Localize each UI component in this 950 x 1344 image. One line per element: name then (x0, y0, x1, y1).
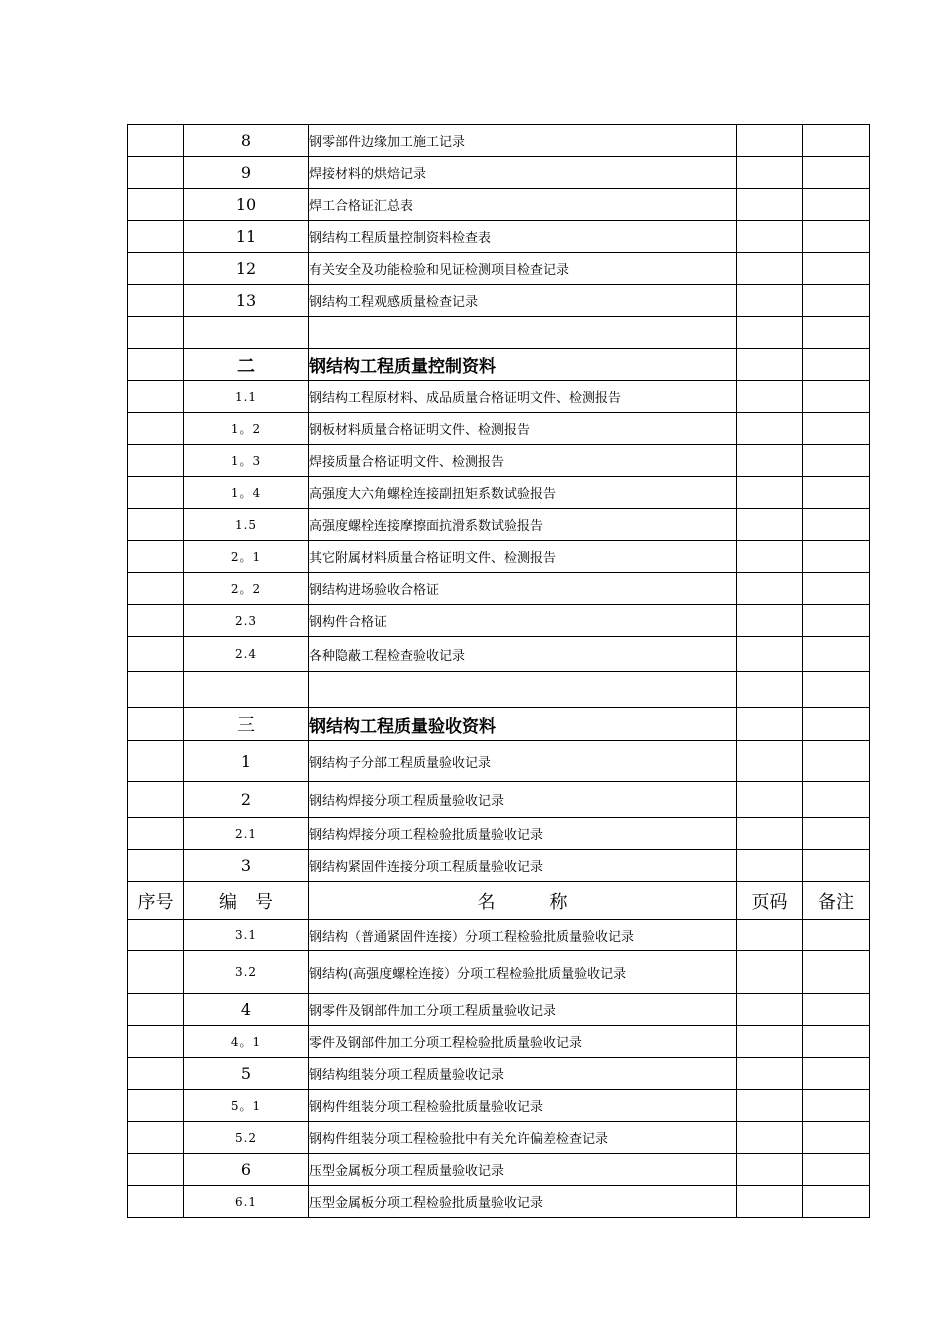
item-number: 12 (184, 253, 309, 285)
item-number: 2.1 (184, 818, 309, 850)
item-number: 1.1 (184, 381, 309, 413)
item-name: 钢构件组装分项工程检验批质量验收记录 (309, 1090, 737, 1122)
table-row (128, 413, 870, 445)
item-number: 2。2 (184, 573, 309, 605)
item-name: 钢结构进场验收合格证 (309, 573, 737, 605)
table-row (128, 1154, 870, 1186)
item-number: 9 (184, 157, 309, 189)
table-row (128, 285, 870, 317)
item-name: 钢结构子分部工程质量验收记录 (309, 741, 737, 782)
empty-row (128, 672, 870, 708)
item-name: 钢结构（普通紧固件连接）分项工程检验批质量验收记录 (309, 920, 737, 951)
table-row (128, 637, 870, 672)
item-number: 3.2 (184, 951, 309, 994)
item-name: 钢零部件边缘加工施工记录 (309, 125, 737, 157)
item-number: 2.4 (184, 637, 309, 672)
table-row (128, 573, 870, 605)
item-number: 5。1 (184, 1090, 309, 1122)
section-title: 钢结构工程质量验收资料 (309, 708, 737, 741)
table-row (128, 189, 870, 221)
header-code: 编 号 (184, 882, 309, 920)
index-table (127, 124, 870, 1218)
item-number: 13 (184, 285, 309, 317)
table-row (128, 951, 870, 994)
item-number: 1 (184, 741, 309, 782)
item-name: 钢结构工程质量控制资料检查表 (309, 221, 737, 253)
table-row (128, 850, 870, 882)
item-name: 钢结构工程原材料、成品质量合格证明文件、检测报告 (309, 381, 737, 413)
header-note: 备注 (803, 882, 870, 920)
item-name: 钢构件组装分项工程检验批中有关允许偏差检查记录 (309, 1122, 737, 1154)
table-row (128, 818, 870, 850)
table-row (128, 920, 870, 951)
section-number: 二 (184, 349, 309, 381)
item-name: 压型金属板分项工程检验批质量验收记录 (309, 1186, 737, 1218)
table-row (128, 541, 870, 573)
table-row (128, 157, 870, 189)
item-number: 5.2 (184, 1122, 309, 1154)
item-name: 有关安全及功能检验和见证检测项目检查记录 (309, 253, 737, 285)
item-number: 5 (184, 1058, 309, 1090)
column-header-row (128, 882, 870, 920)
item-name: 钢结构组装分项工程质量验收记录 (309, 1058, 737, 1090)
item-number: 10 (184, 189, 309, 221)
item-name: 焊工合格证汇总表 (309, 189, 737, 221)
item-number: 1。3 (184, 445, 309, 477)
table-row (128, 445, 870, 477)
table-row (128, 741, 870, 782)
item-name: 高强度大六角螺栓连接副扭矩系数试验报告 (309, 477, 737, 509)
header-name: 名 称 (309, 882, 737, 920)
item-name: 其它附属材料质量合格证明文件、检测报告 (309, 541, 737, 573)
item-number: 1。2 (184, 413, 309, 445)
table-row (128, 994, 870, 1026)
table-row (128, 477, 870, 509)
table-row (128, 125, 870, 157)
section-title: 钢结构工程质量控制资料 (309, 349, 737, 381)
section-number: 三 (184, 708, 309, 741)
item-number: 2。1 (184, 541, 309, 573)
item-name: 焊接质量合格证明文件、检测报告 (309, 445, 737, 477)
table-row (128, 221, 870, 253)
table-row (128, 1090, 870, 1122)
item-number: 3 (184, 850, 309, 882)
item-number: 3.1 (184, 920, 309, 951)
item-number: 11 (184, 221, 309, 253)
item-number: 6 (184, 1154, 309, 1186)
item-name: 高强度螺栓连接摩擦面抗滑系数试验报告 (309, 509, 737, 541)
table-row (128, 1186, 870, 1218)
section-heading-row (128, 708, 870, 741)
header-page: 页码 (737, 882, 803, 920)
table-row (128, 381, 870, 413)
item-number: 8 (184, 125, 309, 157)
item-number: 1.5 (184, 509, 309, 541)
item-name: 钢结构焊接分项工程检验批质量验收记录 (309, 818, 737, 850)
table-row (128, 1058, 870, 1090)
table-row (128, 253, 870, 285)
header-seq: 序号 (128, 882, 184, 920)
item-name: 钢结构紧固件连接分项工程质量验收记录 (309, 850, 737, 882)
item-name: 零件及钢部件加工分项工程检验批质量验收记录 (309, 1026, 737, 1058)
item-name: 钢板材料质量合格证明文件、检测报告 (309, 413, 737, 445)
item-number: 2.3 (184, 605, 309, 637)
table-row (128, 782, 870, 818)
table-row (128, 1026, 870, 1058)
item-number: 4 (184, 994, 309, 1026)
item-name: 各种隐蔽工程检查验收记录 (309, 637, 737, 672)
item-name: 焊接材料的烘焙记录 (309, 157, 737, 189)
empty-row (128, 317, 870, 349)
item-number: 2 (184, 782, 309, 818)
table-row (128, 605, 870, 637)
item-name: 钢结构(高强度螺栓连接）分项工程检验批质量验收记录 (309, 951, 737, 994)
item-name: 钢结构焊接分项工程质量验收记录 (309, 782, 737, 818)
item-name: 钢结构工程观感质量检查记录 (309, 285, 737, 317)
item-number: 6.1 (184, 1186, 309, 1218)
item-name: 钢零件及钢部件加工分项工程质量验收记录 (309, 994, 737, 1026)
item-name: 钢构件合格证 (309, 605, 737, 637)
table-row (128, 509, 870, 541)
item-number: 4。1 (184, 1026, 309, 1058)
item-name: 压型金属板分项工程质量验收记录 (309, 1154, 737, 1186)
section-heading-row (128, 349, 870, 381)
table-row (128, 1122, 870, 1154)
item-number: 1。4 (184, 477, 309, 509)
